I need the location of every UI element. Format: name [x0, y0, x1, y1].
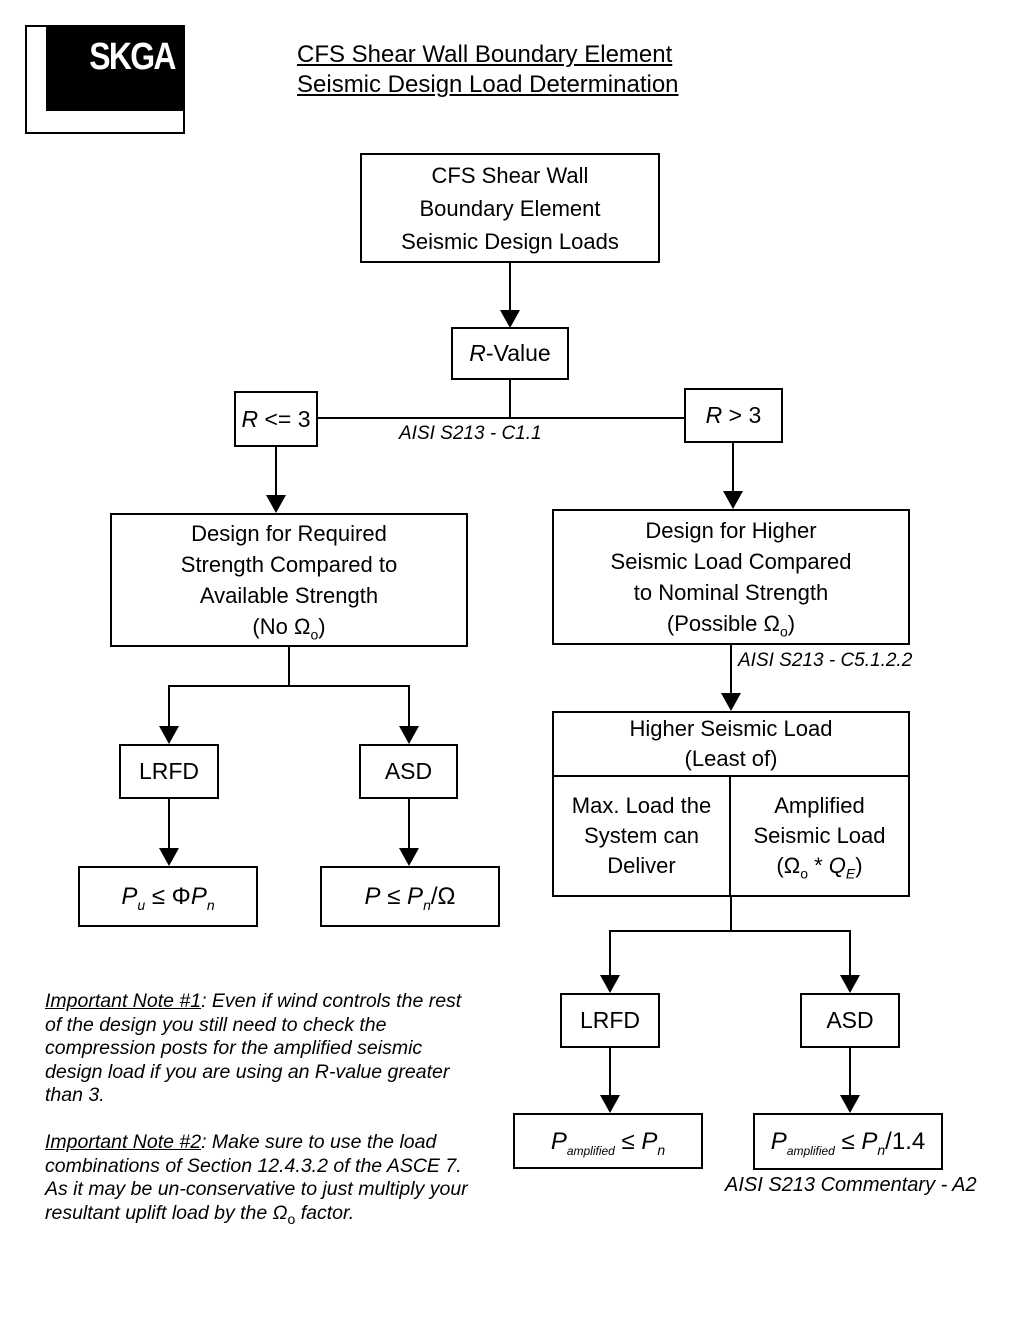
node-line: Available Strength [199, 583, 379, 608]
higher-seismic-header [554, 713, 908, 777]
node-line: Design for Required [191, 521, 387, 546]
node-line: Seismic Load [753, 823, 886, 848]
node-line: $(\Omega_o * Q_E)$ [776, 853, 863, 882]
connector-line [168, 799, 170, 848]
important-note-2-title: Important Note #2 [45, 1131, 202, 1153]
node-line: (No $\Omega_o$) [252, 614, 326, 643]
arrow-down-icon [399, 848, 419, 866]
arrow-down-icon [840, 975, 860, 993]
node-higher-seismic-load [552, 711, 910, 897]
connector-line [730, 645, 732, 693]
formula-asd-required [320, 866, 500, 927]
arrow-down-icon [840, 1095, 860, 1113]
arrow-down-icon [500, 310, 520, 328]
arrow-down-icon [159, 726, 179, 744]
formula-text: $P_u \le \Phi P_n$ [121, 883, 215, 913]
node-line: Seismic Design Loads [401, 228, 619, 254]
node-asd-required [359, 744, 458, 799]
connector-line [316, 417, 686, 419]
page-title [297, 40, 679, 100]
node-line: Boundary Element [419, 195, 601, 221]
arrow-down-icon [721, 693, 741, 711]
arrow-down-icon [600, 1095, 620, 1113]
connector-line [849, 1048, 851, 1095]
connector-line [168, 685, 410, 687]
node-design-required-strength [110, 513, 468, 647]
node-seismic-design-loads [360, 153, 660, 263]
node-design-higher-seismic [552, 509, 910, 645]
arrow-down-icon [600, 975, 620, 993]
important-note-1-body: : Even if wind controls the rest of the design you still need to check the compression posts for the amplified seismic design load if you are using an R-value greater than 3. [45, 990, 462, 1106]
node-line: Seismic Load Compared [610, 549, 852, 574]
arrow-down-icon [399, 726, 419, 744]
formula-text: $P_{amplified} \le P_n$ [550, 1127, 666, 1158]
connector-line [509, 262, 511, 310]
node-line: Deliver [607, 853, 676, 878]
node-line: ASD [384, 758, 433, 784]
node-line: R > 3 [705, 402, 762, 428]
node-line: Higher Seismic Load [629, 716, 833, 741]
important-note-2-sub: o [287, 1210, 296, 1227]
connector-line [849, 930, 851, 975]
connector-line [408, 685, 410, 726]
node-line: R <= 3 [241, 405, 311, 432]
node-r-gt-3 [684, 388, 783, 443]
connector-line [275, 447, 277, 495]
formula-text: $P_{amplified} \le P_n/1.4$ [770, 1128, 926, 1158]
skga-logo-text: SKGA [89, 36, 175, 78]
node-line: LRFD [138, 758, 200, 784]
formula-text: $P \le P_n/\Omega$ [364, 883, 456, 913]
cell-max-load-system [554, 777, 731, 895]
important-note-2-tail: factor. [295, 1201, 355, 1224]
skga-logo [25, 25, 185, 134]
label-aisi-s213-c1-1: AISI S213 - C1.1 [399, 423, 542, 444]
node-line: LRFD [579, 1007, 641, 1033]
formula-asd-amplified [753, 1113, 943, 1170]
important-note-1-title: Important Note #1 [45, 990, 202, 1012]
node-line: CFS Shear Wall [431, 162, 589, 188]
arrow-down-icon [159, 848, 179, 866]
cell-amplified-seismic-load [731, 777, 908, 895]
label-aisi-s213-c5-1-2-2: AISI S213 - C5.1.2.2 [738, 650, 913, 671]
node-line: Strength Compared to [180, 552, 398, 577]
connector-line [609, 930, 611, 975]
node-line: Amplified [774, 793, 865, 818]
connector-line [609, 1048, 611, 1095]
node-r-le-3 [234, 391, 318, 447]
arrow-down-icon [723, 491, 743, 509]
important-note-2-body: : Make sure to use the load combinations of Section 12.4.3.2 of the ASCE 7. As it may be un-conservative to just multiply your resultant uplift load by the Ω [45, 1131, 468, 1224]
node-line: ASD [826, 1007, 874, 1033]
label-aisi-s213-commentary-a2: AISI S213 Commentary - A2 [725, 1174, 977, 1196]
arrow-down-icon [266, 495, 286, 513]
page-title-line1: CFS Shear Wall Boundary Element [297, 41, 673, 68]
node-lrfd-required [119, 744, 219, 799]
formula-lrfd-required [78, 866, 258, 927]
connector-line [408, 799, 410, 848]
skga-logo-square [46, 27, 183, 111]
node-lrfd-amplified [560, 993, 660, 1048]
node-line: (Least of) [684, 746, 778, 771]
node-line: (Possible $\Omega_o$) [666, 611, 796, 640]
formula-lrfd-amplified [513, 1113, 703, 1169]
connector-line [509, 380, 511, 419]
connector-line [730, 897, 732, 932]
node-line: R-Value [469, 340, 551, 366]
connector-line [288, 647, 290, 686]
connector-line [732, 443, 734, 491]
node-line: System can [584, 823, 699, 848]
node-line: to Nominal Strength [633, 580, 829, 605]
node-asd-amplified [800, 993, 900, 1048]
page-title-line2: Seismic Design Load Determination [297, 71, 679, 98]
higher-seismic-cells [554, 777, 908, 895]
node-r-value [451, 327, 569, 380]
important-note-2 [45, 1131, 480, 1225]
important-note-1 [45, 990, 480, 1108]
connector-line [168, 685, 170, 726]
connector-line [609, 930, 851, 932]
node-line: Max. Load the [571, 793, 712, 818]
node-line: Design for Higher [645, 518, 817, 543]
